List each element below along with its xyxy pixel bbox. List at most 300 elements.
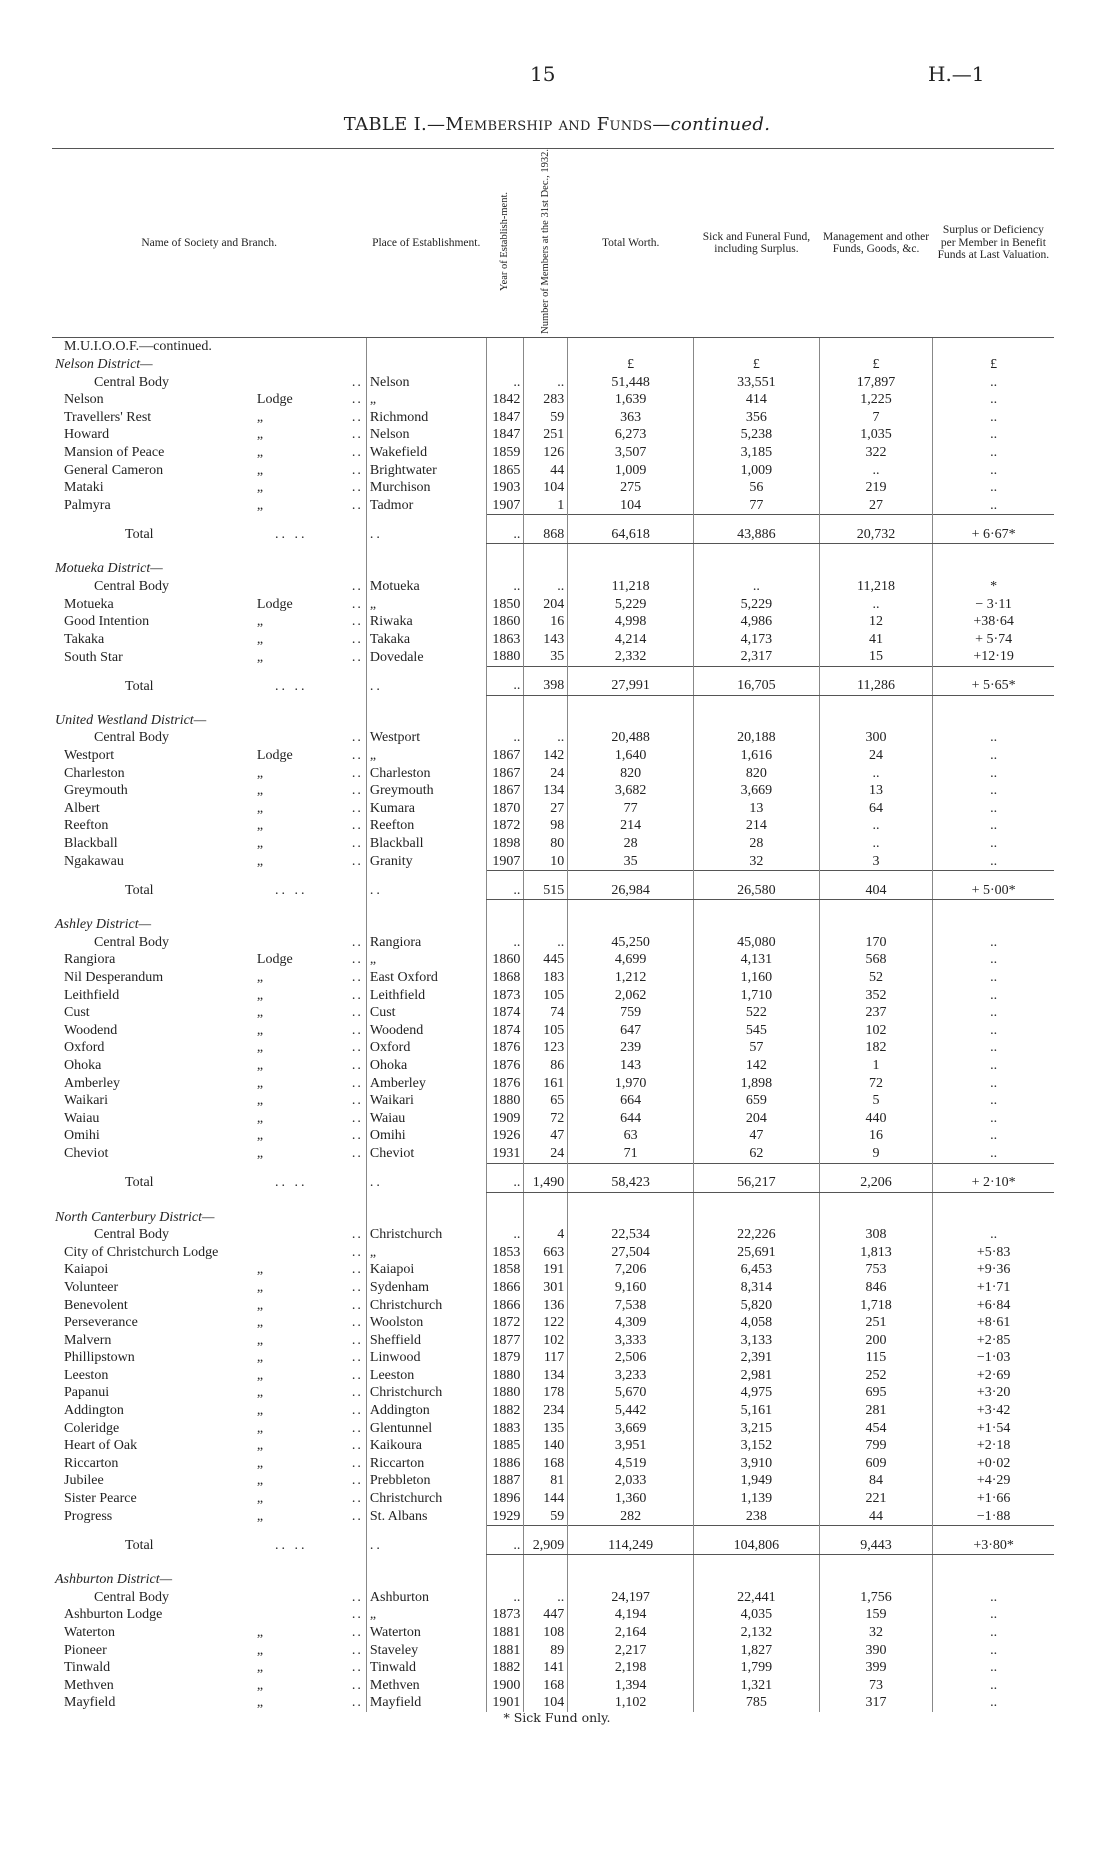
- members-cell: 283: [524, 391, 568, 409]
- branch-name: Benevolent: [64, 1297, 128, 1313]
- surplus-cell: +1·54: [933, 1420, 1054, 1438]
- place-cell: [366, 853, 486, 871]
- table-row: [52, 1642, 1054, 1660]
- surplus-cell: [933, 544, 1054, 561]
- name-cell: [52, 1589, 366, 1607]
- leader-dots: ..: [369, 883, 383, 899]
- surplus-cell: ..: [933, 409, 1054, 427]
- year-cell: [486, 1209, 524, 1227]
- place-cell: [366, 1261, 486, 1279]
- members-cell: 105: [524, 1022, 568, 1040]
- total-label: Total: [125, 883, 154, 899]
- branch-name-wrap: [64, 426, 363, 444]
- year-cell: 1850: [486, 596, 524, 614]
- table-title: [0, 114, 1114, 135]
- mgmt-cell: 9: [819, 1145, 932, 1163]
- table-row: [52, 1472, 1054, 1490]
- branch-name-wrap: [94, 729, 363, 747]
- branch-place: Reefton: [369, 818, 415, 834]
- leader-dots: ..: [351, 1227, 363, 1243]
- sick-cell: 4,986: [694, 613, 820, 631]
- sick-cell: 32: [694, 853, 820, 871]
- branch-name-wrap: [64, 835, 363, 853]
- worth-cell: 2,332: [568, 648, 694, 666]
- place-cell: [366, 666, 486, 695]
- worth-cell: 143: [568, 1057, 694, 1075]
- branch-place: Leeston: [369, 1367, 415, 1383]
- branch-name: Central Body: [94, 1227, 170, 1243]
- branch-place: Sydenham: [369, 1279, 429, 1295]
- year-cell: [486, 338, 524, 356]
- sick-cell: [694, 900, 820, 917]
- table-row: [52, 374, 1054, 392]
- branch-place: Takaka: [369, 631, 411, 647]
- branch-type: „: [256, 1385, 264, 1401]
- table-row: [52, 729, 1054, 747]
- branch-name-wrap: [64, 817, 363, 835]
- branch-name: Pioneer: [64, 1642, 107, 1658]
- branch-place: Glentunnel: [369, 1420, 433, 1436]
- branch-name: Leeston: [64, 1367, 109, 1383]
- sick-cell: 3,133: [694, 1332, 820, 1350]
- leader-dots: ..: [351, 1607, 363, 1623]
- name-cell: [52, 1297, 366, 1315]
- leader-dots: ..: [351, 1297, 363, 1313]
- worth-cell: 5,229: [568, 596, 694, 614]
- place-cell: [366, 1420, 486, 1438]
- mgmt-cell: 24: [819, 747, 932, 765]
- total-label: Total: [125, 1175, 154, 1191]
- year-cell: [486, 356, 524, 374]
- branch-place: Greymouth: [369, 783, 434, 799]
- mgmt-cell: 609: [819, 1455, 932, 1473]
- year-cell: [486, 560, 524, 578]
- mgmt-cell: 252: [819, 1367, 932, 1385]
- branch-name-wrap: [94, 934, 363, 952]
- worth-cell: 2,164: [568, 1624, 694, 1642]
- branch-name: Central Body: [94, 934, 170, 950]
- worth-cell: [568, 1555, 694, 1572]
- leader-dots: ..: [351, 480, 363, 496]
- worth-cell: 2,062: [568, 987, 694, 1005]
- place-cell: [366, 426, 486, 444]
- sick-cell: 204: [694, 1110, 820, 1128]
- table-row: [52, 900, 1054, 917]
- leader-dots: ..: [351, 392, 363, 408]
- worth-cell: [568, 916, 694, 934]
- place-cell: [366, 817, 486, 835]
- leader-dots: .. ..: [275, 678, 308, 694]
- members-cell: [524, 338, 568, 356]
- branch-place: Waikari: [369, 1093, 414, 1109]
- branch-place: Granity: [369, 854, 413, 870]
- name-cell: [52, 1004, 366, 1022]
- branch-name-wrap: [64, 951, 363, 969]
- branch-type: „: [256, 1093, 264, 1109]
- branch-name-wrap: [64, 1472, 363, 1490]
- branch-name-wrap: [64, 782, 363, 800]
- branch-type: „: [256, 1473, 264, 1489]
- worth-cell: 2,198: [568, 1659, 694, 1677]
- place-cell: [366, 391, 486, 409]
- name-cell: [52, 1226, 366, 1244]
- branch-name-wrap: [64, 631, 363, 649]
- surplus-cell: [933, 1555, 1054, 1572]
- sick-cell: 1,710: [694, 987, 820, 1005]
- worth-cell: 45,250: [568, 934, 694, 952]
- branch-type: „: [256, 765, 264, 781]
- name-cell: [52, 497, 366, 515]
- year-cell: 1872: [486, 1314, 524, 1332]
- place-cell: [366, 900, 486, 917]
- year-cell: ..: [486, 1226, 524, 1244]
- branch-name-wrap: [64, 1508, 363, 1526]
- members-cell: 144: [524, 1490, 568, 1508]
- year-cell: [486, 916, 524, 934]
- place-cell: [366, 1589, 486, 1607]
- worth-cell: 24,197: [568, 1589, 694, 1607]
- year-cell: [486, 900, 524, 917]
- members-cell: 140: [524, 1437, 568, 1455]
- sick-cell: [694, 712, 820, 730]
- surplus-cell: +3·42: [933, 1402, 1054, 1420]
- branch-place: Nelson: [369, 374, 410, 390]
- name-cell: [52, 1332, 366, 1350]
- name-cell: [52, 800, 366, 818]
- sick-cell: 785: [694, 1694, 820, 1712]
- branch-type: „: [256, 970, 264, 985]
- branch-name: Ngakawau: [64, 854, 124, 870]
- branch-place: Charleston: [369, 765, 431, 781]
- leader-dots: ..: [369, 678, 383, 694]
- branch-name-wrap: [64, 1145, 363, 1163]
- branch-name: Riccarton: [64, 1455, 119, 1471]
- branch-place: Christchurch: [369, 1227, 443, 1243]
- table-row: [52, 747, 1054, 765]
- members-cell: 123: [524, 1039, 568, 1057]
- branch-name-wrap: [64, 1606, 363, 1624]
- branch-name-wrap: [64, 1455, 363, 1473]
- year-cell: 1929: [486, 1508, 524, 1526]
- branch-name: Cust: [64, 1005, 90, 1021]
- sick-cell: [694, 695, 820, 712]
- mgmt-cell: 73: [819, 1677, 932, 1695]
- place-cell: [366, 1677, 486, 1695]
- membership-funds-table: [52, 148, 1054, 1712]
- mgmt-cell: 399: [819, 1659, 932, 1677]
- table-row: [52, 409, 1054, 427]
- leader-dots: ..: [369, 527, 383, 543]
- total-sick: 16,705: [694, 666, 820, 695]
- place-cell: [366, 1659, 486, 1677]
- header-sick: Sick and Funeral Fund, including Surplus.: [694, 149, 820, 338]
- sick-cell: 5,238: [694, 426, 820, 444]
- year-cell: 1883: [486, 1420, 524, 1438]
- sick-cell: [694, 338, 820, 356]
- branch-type: „: [256, 427, 264, 443]
- name-cell: [52, 1384, 366, 1402]
- branch-place: „: [369, 952, 377, 968]
- place-cell: [366, 596, 486, 614]
- branch-name-wrap: [64, 1349, 363, 1367]
- leader-dots: ..: [351, 1279, 363, 1295]
- sick-cell: 5,161: [694, 1402, 820, 1420]
- place-cell: [366, 479, 486, 497]
- sick-cell: 20,188: [694, 729, 820, 747]
- place-cell: [366, 1127, 486, 1145]
- mgmt-cell: [819, 916, 932, 934]
- name-cell: [52, 1420, 366, 1438]
- page-number: 15: [530, 62, 556, 86]
- total-year: ..: [486, 1526, 524, 1555]
- branch-name: Ohoka: [64, 1057, 102, 1073]
- name-cell: [52, 1192, 366, 1209]
- worth-cell: 35: [568, 853, 694, 871]
- branch-name-wrap: [64, 987, 363, 1005]
- branch-name: Methven: [64, 1677, 114, 1693]
- name-cell: [52, 1163, 366, 1192]
- leader-dots: ..: [351, 1146, 363, 1162]
- members-cell: 81: [524, 1472, 568, 1490]
- mgmt-cell: 1,225: [819, 391, 932, 409]
- table-row: [52, 497, 1054, 515]
- surplus-cell: ..: [933, 1075, 1054, 1093]
- worth-cell: 4,998: [568, 613, 694, 631]
- total-sick: 26,580: [694, 871, 820, 900]
- mgmt-cell: 3: [819, 853, 932, 871]
- branch-name-wrap: [94, 1226, 363, 1244]
- branch-name: Kaiapoi: [64, 1262, 109, 1278]
- members-cell: 168: [524, 1677, 568, 1695]
- branch-type: „: [256, 1491, 264, 1507]
- surplus-cell: ..: [933, 462, 1054, 480]
- branch-name-wrap: [64, 1039, 363, 1057]
- worth-cell: 239: [568, 1039, 694, 1057]
- branch-type: „: [256, 1695, 264, 1711]
- table-row: [52, 578, 1054, 596]
- branch-name-wrap: [64, 765, 363, 783]
- members-cell: ..: [524, 934, 568, 952]
- leader-dots: ..: [351, 631, 363, 647]
- name-cell: [52, 1455, 366, 1473]
- year-cell: 1860: [486, 613, 524, 631]
- leader-dots: ..: [351, 1244, 363, 1260]
- place-cell: [366, 1349, 486, 1367]
- worth-cell: 3,682: [568, 782, 694, 800]
- branch-name: Central Body: [94, 578, 170, 594]
- members-cell: 80: [524, 835, 568, 853]
- name-cell: [52, 934, 366, 952]
- mgmt-cell: 300: [819, 729, 932, 747]
- mgmt-cell: 281: [819, 1402, 932, 1420]
- branch-name: Jubilee: [64, 1473, 104, 1489]
- branch-type: [257, 1244, 303, 1262]
- leader-dots: ..: [351, 1455, 363, 1471]
- sick-cell: 4,035: [694, 1606, 820, 1624]
- branch-type: „: [256, 409, 264, 425]
- branch-name: Waterton: [64, 1625, 115, 1640]
- branch-name: Good Intention: [64, 614, 150, 630]
- branch-place: Oxford: [369, 1040, 411, 1056]
- branch-type: „: [256, 1403, 264, 1419]
- branch-name: Amberley: [64, 1075, 120, 1091]
- members-cell: 135: [524, 1420, 568, 1438]
- members-cell: 301: [524, 1279, 568, 1297]
- place-cell: [366, 1039, 486, 1057]
- branch-name-wrap: [64, 1437, 363, 1455]
- place-cell: [366, 1145, 486, 1163]
- sick-cell: 3,669: [694, 782, 820, 800]
- branch-name: Palmyra: [64, 498, 111, 514]
- branch-name: Charleston: [64, 765, 125, 781]
- name-cell: [52, 987, 366, 1005]
- name-cell: [52, 578, 366, 596]
- mgmt-cell: 84: [819, 1472, 932, 1490]
- name-cell: [52, 1555, 366, 1572]
- district-heading: Ashburton District—: [55, 1572, 173, 1588]
- mgmt-cell: ..: [819, 596, 932, 614]
- worth-cell: 282: [568, 1508, 694, 1526]
- table-row: [52, 1110, 1054, 1128]
- branch-place: Kaiapoi: [369, 1262, 415, 1278]
- mgmt-cell: 251: [819, 1314, 932, 1332]
- mgmt-cell: 11,218: [819, 578, 932, 596]
- table-row: [52, 835, 1054, 853]
- surplus-cell: [933, 916, 1054, 934]
- table-row: [52, 817, 1054, 835]
- branch-place: Kaikoura: [369, 1438, 422, 1454]
- branch-name: Perseverance: [64, 1315, 138, 1331]
- mgmt-cell: 159: [819, 1606, 932, 1624]
- year-cell: 1882: [486, 1402, 524, 1420]
- place-cell: [366, 1490, 486, 1508]
- branch-place: „: [369, 748, 377, 764]
- table-row: [52, 1209, 1054, 1227]
- members-cell: ..: [524, 578, 568, 596]
- mgmt-cell: [819, 560, 932, 578]
- year-cell: 1847: [486, 426, 524, 444]
- place-cell: [366, 1022, 486, 1040]
- mgmt-cell: [819, 712, 932, 730]
- currency-symbol: £: [568, 356, 694, 374]
- table-row: [52, 1437, 1054, 1455]
- members-cell: 134: [524, 782, 568, 800]
- table-row: [52, 462, 1054, 480]
- surplus-cell: [933, 712, 1054, 730]
- members-cell: 1: [524, 497, 568, 515]
- worth-cell: 5,670: [568, 1384, 694, 1402]
- year-cell: 1876: [486, 1039, 524, 1057]
- name-cell: [52, 729, 366, 747]
- worth-cell: 71: [568, 1145, 694, 1163]
- branch-place: Ashburton: [369, 1589, 430, 1605]
- header-members: [524, 149, 568, 338]
- branch-type: „: [256, 1509, 264, 1525]
- table-title-suffix: —continued.: [652, 114, 771, 135]
- leader-dots: ..: [351, 1677, 363, 1693]
- surplus-cell: +2·18: [933, 1437, 1054, 1455]
- branch-name: Sister Pearce: [64, 1491, 137, 1507]
- worth-cell: [568, 338, 694, 356]
- table-row: [52, 426, 1054, 444]
- branch-name: Mayfield: [64, 1695, 116, 1711]
- sick-cell: [694, 1571, 820, 1589]
- name-cell: [52, 1677, 366, 1695]
- name-cell: [52, 1490, 366, 1508]
- branch-name-wrap: [64, 1057, 363, 1075]
- sick-cell: 13: [694, 800, 820, 818]
- branch-place: Wakefield: [369, 444, 428, 460]
- branch-name: Greymouth: [64, 783, 128, 799]
- table-row: [52, 1192, 1054, 1209]
- branch-type: „: [256, 1128, 264, 1144]
- branch-name-wrap: [64, 1297, 363, 1315]
- mgmt-cell: 15: [819, 648, 932, 666]
- surplus-cell: ..: [933, 1110, 1054, 1128]
- table-row: [52, 1261, 1054, 1279]
- members-cell: 16: [524, 613, 568, 631]
- table-row: [52, 695, 1054, 712]
- place-cell: [366, 951, 486, 969]
- year-cell: 1858: [486, 1261, 524, 1279]
- members-cell: [524, 1555, 568, 1572]
- header-surplus: Surplus or Deficiency per Member in Benefit Funds at Last Valuation.: [933, 149, 1054, 338]
- members-cell: 234: [524, 1402, 568, 1420]
- leader-dots: ..: [351, 1438, 363, 1454]
- branch-type: „: [256, 1625, 264, 1640]
- name-cell: [52, 1092, 366, 1110]
- total-worth: 64,618: [568, 515, 694, 544]
- mgmt-cell: ..: [819, 817, 932, 835]
- table-row: [52, 1589, 1054, 1607]
- name-cell: [52, 765, 366, 783]
- leader-dots: ..: [351, 1057, 363, 1073]
- branch-type: „: [256, 1350, 264, 1366]
- sick-cell: 22,226: [694, 1226, 820, 1244]
- total-year: ..: [486, 515, 524, 544]
- sick-cell: 820: [694, 765, 820, 783]
- mgmt-cell: 72: [819, 1075, 932, 1093]
- members-cell: 142: [524, 747, 568, 765]
- branch-name-wrap: [64, 1402, 363, 1420]
- branch-place: Rangiora: [369, 934, 422, 950]
- branch-name: Volunteer: [64, 1279, 119, 1295]
- leader-dots: ..: [351, 765, 363, 781]
- year-cell: 1880: [486, 1384, 524, 1402]
- mgmt-cell: 219: [819, 479, 932, 497]
- branch-name: Leithfield: [64, 987, 120, 1003]
- place-cell: [366, 1110, 486, 1128]
- branch-name: Mataki: [64, 480, 104, 496]
- place-cell: [366, 729, 486, 747]
- table-body: [52, 338, 1054, 1712]
- place-cell: [366, 1455, 486, 1473]
- members-cell: ..: [524, 1589, 568, 1607]
- branch-name-wrap: [64, 1022, 363, 1040]
- mgmt-cell: 753: [819, 1261, 932, 1279]
- place-cell: [366, 515, 486, 544]
- table-row: [52, 356, 1054, 374]
- year-cell: 1876: [486, 1057, 524, 1075]
- table-row: [52, 1057, 1054, 1075]
- table-row: [52, 648, 1054, 666]
- worth-cell: 2,217: [568, 1642, 694, 1660]
- surplus-cell: +2·85: [933, 1332, 1054, 1350]
- year-cell: 1873: [486, 987, 524, 1005]
- place-cell: [366, 782, 486, 800]
- branch-type: „: [256, 1315, 264, 1331]
- leader-dots: ..: [351, 987, 363, 1003]
